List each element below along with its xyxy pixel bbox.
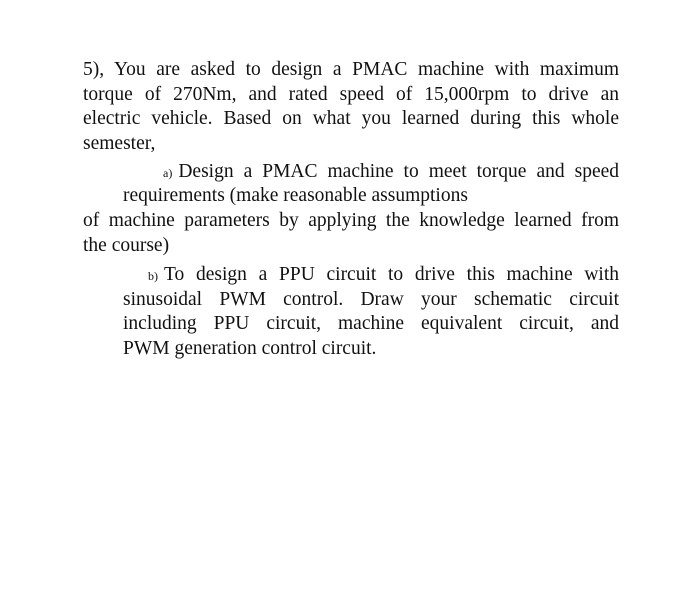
part-a-line-wrapper bbox=[123, 160, 619, 185]
part-b-line1-text: To design a PPU circuit to drive this machine with bbox=[164, 264, 619, 285]
part-b-line: PWM generation control circuit. bbox=[123, 337, 377, 359]
question-intro-line: electric vehicle. Based on what you learned during this whole bbox=[83, 108, 619, 129]
question-intro-line: semester, bbox=[83, 132, 156, 154]
part-a-rest-line: of machine parameters by applying the knowledge learned from bbox=[83, 210, 619, 231]
part-a-line2-text: requirements (make reasonable assumptions bbox=[123, 185, 468, 206]
part-b-line: sinusoidal PWM control. Draw your schematic circuit bbox=[123, 288, 619, 310]
part-b-marker: b) bbox=[148, 269, 158, 283]
part-b-line: including PPU circuit, machine equivalent circuit, and bbox=[123, 313, 619, 334]
part-a-marker: a) bbox=[163, 166, 173, 180]
part-a-line1-text: Design a PMAC machine to meet torque and speed bbox=[178, 161, 619, 182]
part-b-line-wrapper bbox=[123, 263, 619, 288]
question-intro-line: torque of 270Nm, and rated speed of 15,000rpm to drive an bbox=[83, 83, 619, 105]
part-a-first-line bbox=[123, 160, 619, 185]
question-intro-line: 5), You are asked to design a PMAC machine with maximum bbox=[83, 59, 619, 80]
part-a-rest-line: the course) bbox=[83, 234, 170, 256]
part-a-continuation bbox=[83, 209, 619, 258]
part-a-second-line bbox=[123, 184, 619, 209]
part-b bbox=[123, 263, 619, 361]
question-intro bbox=[83, 58, 619, 156]
